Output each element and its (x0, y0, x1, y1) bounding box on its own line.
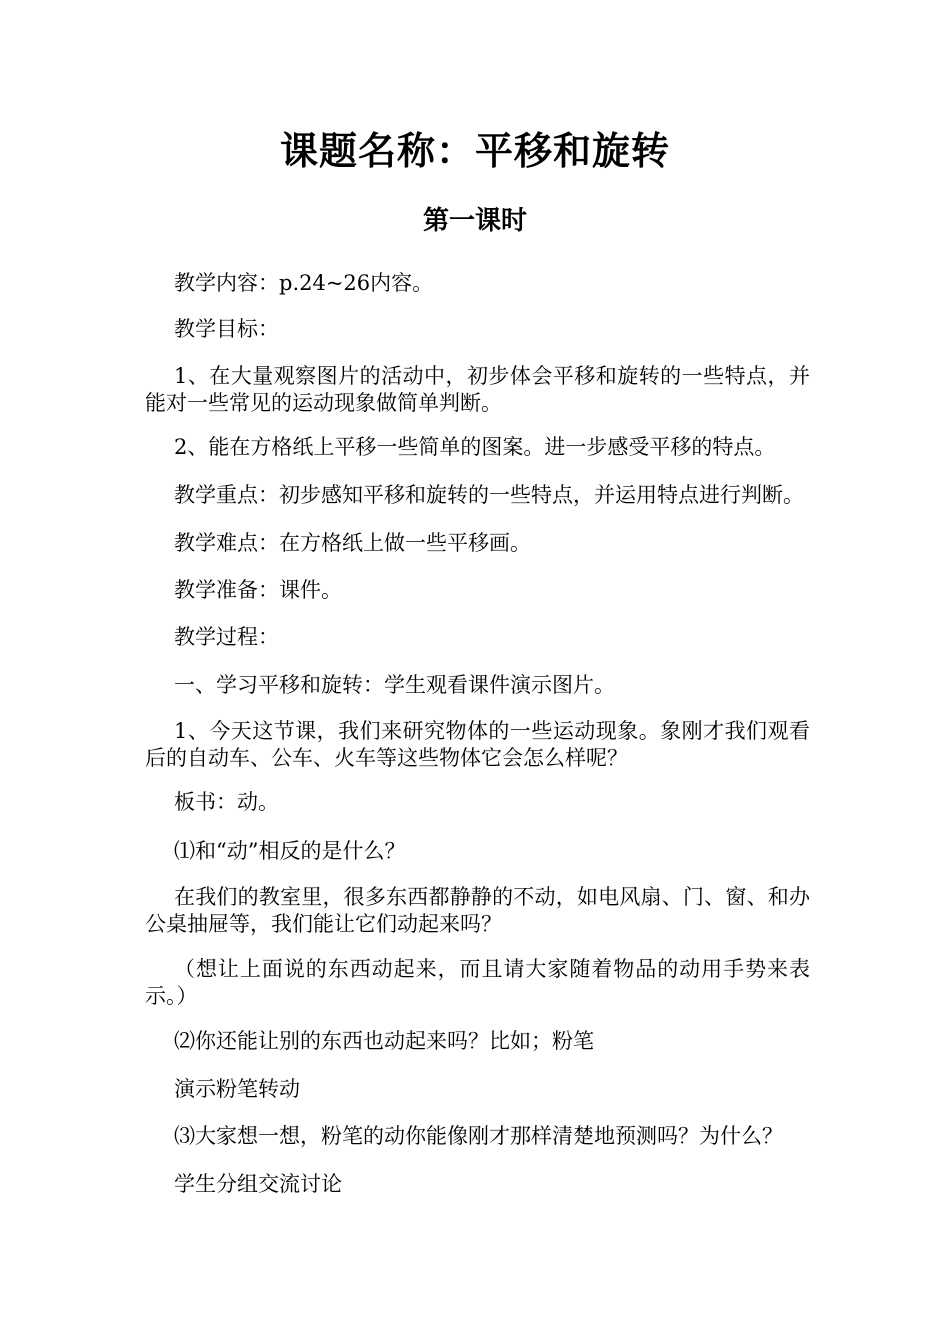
paragraph-process-heading: 教学过程： (174, 625, 279, 649)
paragraph-goal-1: 1、在大量观察图片的活动中，初步体会平移和旋转的一些特点，并能对一些常见的运动现象做简单判断。 (145, 364, 810, 415)
paragraph-goal-2: 2、能在方格纸上平移一些简单的图案。进一步感受平移的特点。 (174, 435, 776, 459)
paragraph-difficulties: 教学难点：在方格纸上做一些平移画。 (174, 531, 531, 555)
paragraph-preparation: 教学准备：课件。 (174, 578, 342, 602)
paragraph-classroom-objects: 在我们的教室里，很多东西都静静的不动，如电风扇、门、窗、和办公桌抽屉等，我们能让它们动起来吗？ (145, 885, 810, 936)
paragraph-step-1: 1、今天这节课，我们来研究物体的一些运动现象。象刚才我们观看后的自动车、公车、火车等这些物体它会怎么样呢？ (145, 719, 810, 770)
paragraph-gesture-instruction: （想让上面说的东西动起来，而且请大家随着物品的动用手势来表示。） (145, 957, 810, 1008)
paragraph-chalk-demo: 演示粉笔转动 (174, 1077, 300, 1101)
paragraph-teaching-goals-heading: 教学目标： (174, 317, 279, 341)
document-subtitle: 第一课时 (422, 206, 527, 236)
paragraph-teaching-content: 教学内容：p.24~26内容。 (174, 271, 434, 295)
paragraph-question-1: ⑴和“动”相反的是什么？ (174, 839, 406, 863)
paragraph-key-points: 教学重点：初步感知平移和旋转的一些特点，并运用特点进行判断。 (174, 483, 804, 507)
paragraph-section-1: 一、学习平移和旋转：学生观看课件演示图片。 (174, 673, 615, 697)
document-title: 课题名称：平移和旋转 (279, 129, 670, 173)
paragraph-question-2: ⑵你还能让别的东西也动起来吗？比如；粉笔 (174, 1029, 594, 1053)
paragraph-board-writing: 板书：动。 (174, 790, 279, 814)
paragraph-question-3: ⑶大家想一想，粉笔的动你能像刚才那样清楚地预测吗？为什么？ (174, 1124, 783, 1148)
paragraph-group-discussion: 学生分组交流讨论 (174, 1172, 342, 1196)
